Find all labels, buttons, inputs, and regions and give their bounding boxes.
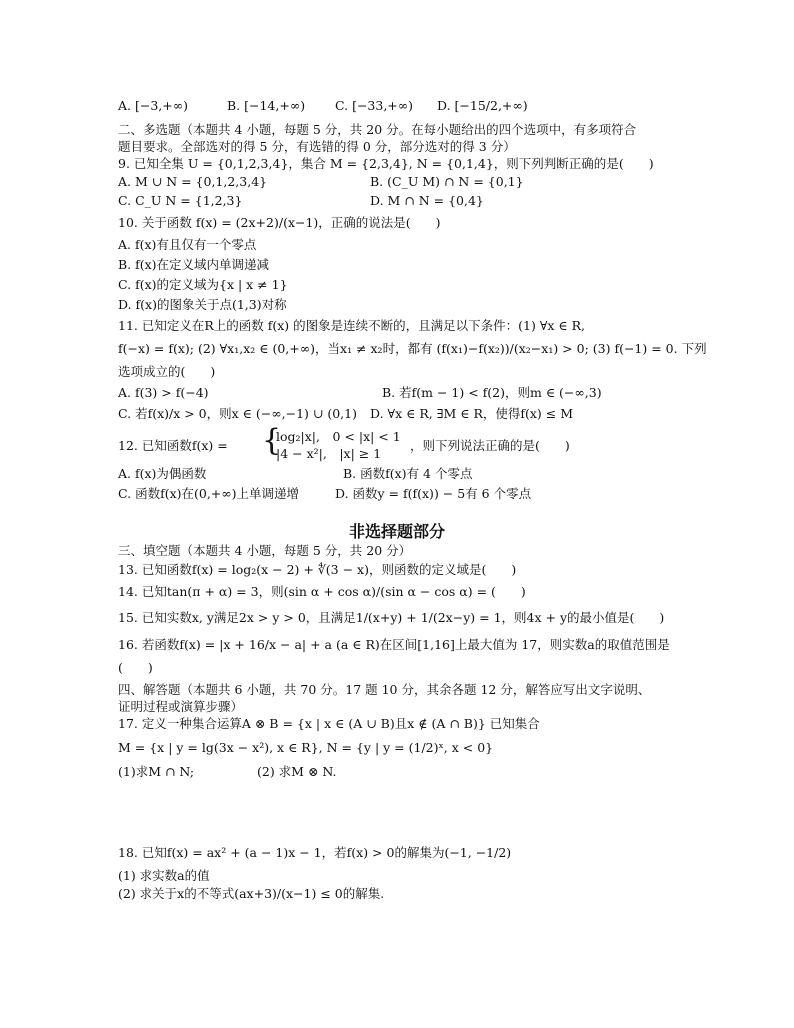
q16-line2: ( ) bbox=[118, 660, 153, 675]
q10-option-b: B. f(x)在定义域内单调递减 bbox=[118, 257, 270, 272]
q11-line2: f(−x) = f(x); (2) ∀x₁,x₂ ∈ (0,+∞)，当x₁ ≠ x₂时，都有 (f(x₁)−f(x₂))/(x₂−x₁) > 0; (3) f(−1) = 0. 下列 bbox=[118, 341, 707, 356]
q8-option-a: A. [−3,+∞) bbox=[118, 98, 189, 113]
q15-text: 15. 已知实数x, y满足2x > y > 0，且满足1/(x+y) + 1/(2x−y) = 1，则4x + y的最小值是( ) bbox=[118, 610, 665, 625]
q8-option-d: D. [−15/2,+∞) bbox=[437, 98, 528, 113]
q17-line1: 17. 定义一种集合运算A ⊗ B = {x | x ∈ (A ∪ B)且x ∉ (A ∩ B)} 已知集合 bbox=[118, 716, 540, 731]
q14-text: 14. 已知tan(π + α) = 3，则(sin α + cos α)/(sin α − cos α) = ( ) bbox=[118, 584, 526, 599]
section4-heading-line2: 证明过程或演算步骤） bbox=[118, 699, 244, 714]
q8-option-c: C. [−33,+∞) bbox=[335, 98, 414, 113]
q18-part1: (1) 求实数a的值 bbox=[118, 868, 210, 883]
q10-stem: 10. 关于函数 f(x) = (2x+2)/(x−1)，正确的说法是( ) bbox=[118, 215, 441, 230]
q12-case2: |4 − x²|, |x| ≥ 1 bbox=[276, 446, 382, 461]
q10-option-d: D. f(x)的图象关于点(1,3)对称 bbox=[118, 297, 287, 312]
q8-option-b: B. [−14,+∞) bbox=[227, 98, 306, 113]
q12-stem-suffix: ，则下列说法正确的是( ) bbox=[410, 438, 570, 453]
q11-option-a: A. f(3) > f(−4) bbox=[118, 385, 209, 400]
q12-option-c: C. 函数f(x)在(0,+∞)上单调递增 bbox=[118, 486, 300, 501]
q9-option-a: A. M ∪ N = {0,1,2,3,4} bbox=[118, 174, 268, 189]
q16-line1: 16. 若函数f(x) = |x + 16/x − a| + a (a ∈ R)在区间[1,16]上最大值为 17，则实数a的取值范围是 bbox=[118, 637, 670, 652]
q11-option-c: C. 若f(x)/x > 0，则x ∈ (−∞,−1) ∪ (0,1) bbox=[118, 406, 357, 421]
q12-option-d: D. 函数y = f(f(x)) − 5有 6 个零点 bbox=[335, 486, 532, 501]
section2-heading-line2: 题目要求。全部选对的得 5 分，有选错的得 0 分，部分选对的得 3 分） bbox=[118, 139, 516, 154]
q17-part2: (2) 求M ⊗ N. bbox=[257, 764, 337, 779]
q11-option-d: D. ∀x ∈ R, ∃M ∈ R，使得f(x) ≤ M bbox=[370, 406, 574, 421]
section4-heading-line1: 四、解答题（本题共 6 小题，共 70 分。17 题 10 分，其余各题 12 分，解答应写出文字说明、 bbox=[118, 682, 651, 697]
q9-option-d: D. M ∩ N = {0,4} bbox=[370, 193, 484, 208]
section2-heading-line1: 二、多选题（本题共 4 小题，每题 5 分，共 20 分。在每小题给出的四个选项中，有多项符合 bbox=[118, 122, 637, 137]
q10-option-a: A. f(x)有且仅有一个零点 bbox=[118, 237, 257, 252]
q11-line3: 选项成立的( ) bbox=[118, 364, 216, 379]
q9-option-b: B. (C_U M) ∩ N = {0,1} bbox=[370, 174, 524, 189]
q18-part2: (2) 求关于x的不等式(ax+3)/(x−1) ≤ 0的解集. bbox=[118, 886, 385, 901]
q17-part1: (1)求M ∩ N; bbox=[118, 764, 195, 779]
q9-stem: 9. 已知全集 U = {0,1,2,3,4}，集合 M = {2,3,4}, N = {0,1,4}，则下列判断正确的是( ) bbox=[118, 156, 654, 171]
q13-text: 13. 已知函数f(x) = log₂(x − 2) + ∜(3 − x)，则函数的定义域是( ) bbox=[118, 562, 517, 577]
q17-line2: M = {x | y = lg(3x − x²), x ∈ R}, N = {y | y = (1/2)ˣ, x < 0} bbox=[118, 740, 494, 755]
q12-option-a: A. f(x)为偶函数 bbox=[118, 466, 207, 481]
q12-option-b: B. 函数f(x)有 4 个零点 bbox=[343, 466, 473, 481]
q9-option-c: C. C_U N = {1,2,3} bbox=[118, 193, 243, 208]
section3-heading: 三、填空题（本题共 4 小题，每题 5 分，共 20 分） bbox=[118, 543, 412, 558]
q11-line1: 11. 已知定义在R上的函数 f(x) 的图象是连续不断的，且满足以下条件：(1) ∀x ∈ R, bbox=[118, 318, 585, 333]
q18-line1: 18. 已知f(x) = ax² + (a − 1)x − 1，若f(x) > 0的解集为(−1, −1/2) bbox=[118, 845, 512, 860]
q12-stem-prefix: 12. 已知函数f(x) = bbox=[118, 438, 228, 453]
q10-option-c: C. f(x)的定义域为{x | x ≠ 1} bbox=[118, 277, 288, 292]
part2-title: 非选择题部分 bbox=[348, 522, 445, 541]
q12-brace: { bbox=[262, 423, 282, 458]
q11-option-b: B. 若f(m − 1) < f(2)，则m ∈ (−∞,3) bbox=[382, 385, 602, 400]
q12-case1: log₂|x|, 0 < |x| < 1 bbox=[276, 429, 401, 444]
